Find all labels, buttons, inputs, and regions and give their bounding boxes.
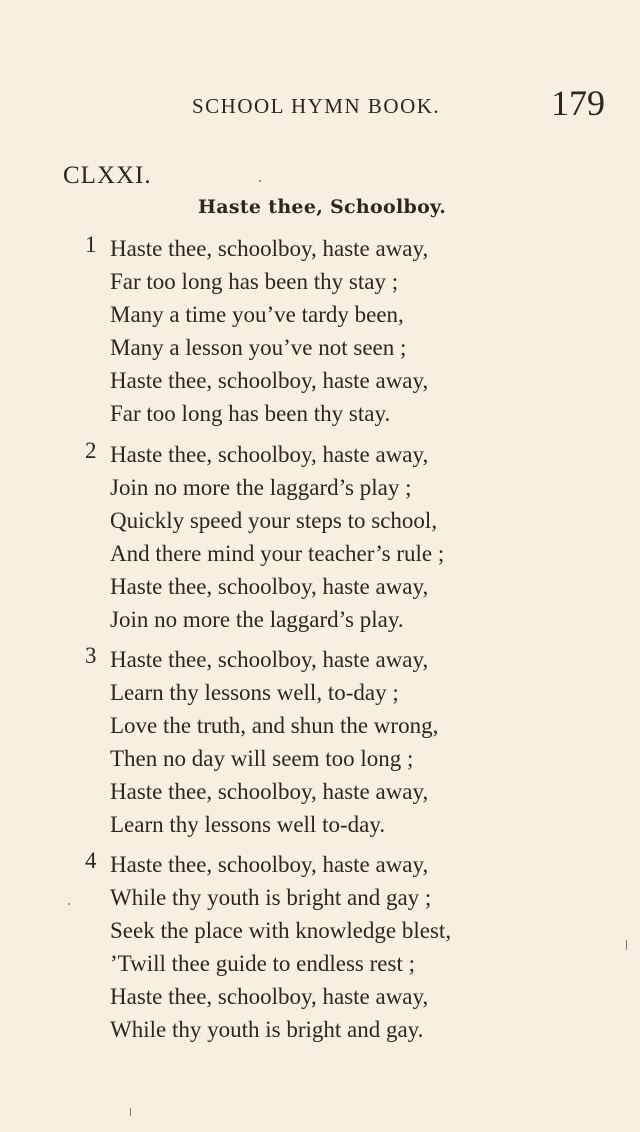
print-speck [68, 903, 70, 905]
stanza-number: 1 [85, 232, 97, 257]
verse-line: Many a lesson you’ve not seen ; [110, 335, 407, 360]
verse-line: And there mind your teacher’s rule ; [110, 541, 445, 566]
running-head: SCHOOL HYMN BOOK. [192, 94, 441, 118]
stanza-number: 2 [85, 438, 97, 463]
hymn-number: CLXXI. [63, 162, 152, 189]
verse-line: While thy youth is bright and gay ; [110, 885, 432, 910]
verse-line: Then no day will seem too long ; [110, 746, 414, 771]
verse-line: Haste thee, schoolboy, haste away, [110, 368, 429, 393]
verse-line: Haste thee, schoolboy, haste away, [110, 442, 429, 467]
verse-line: Haste thee, schoolboy, haste away, [110, 236, 429, 261]
verse-line: Haste thee, schoolboy, haste away, [110, 852, 429, 877]
page-number: 179 [551, 83, 605, 123]
verse-line: Learn thy lessons well to-day. [110, 812, 386, 837]
verse-line: Join no more the laggard’s play ; [110, 475, 412, 500]
stanza-number: 4 [85, 848, 97, 873]
verse-line: Many a time you’ve tardy been, [110, 302, 404, 327]
print-speck [626, 940, 627, 950]
verse-line: Seek the place with knowledge blest, [110, 918, 452, 943]
verse-line: Haste thee, schoolboy, haste away, [110, 984, 429, 1009]
verse-line: Far too long has been thy stay. [110, 401, 391, 426]
verse-line: Love the truth, and shun the wrong, [110, 713, 439, 738]
verse-line: Haste thee, schoolboy, haste away, [110, 647, 429, 672]
verse-line: Learn thy lessons well, to-day ; [110, 680, 399, 705]
verse-line: Quickly speed your steps to school, [110, 508, 438, 533]
print-speck [259, 180, 261, 182]
verse-line: ’Twill thee guide to endless rest ; [110, 951, 415, 976]
stanza-number: 3 [85, 643, 97, 668]
verse-line: Haste thee, schoolboy, haste away, [110, 574, 429, 599]
verse-line: Join no more the laggard’s play. [110, 607, 404, 632]
hymn-title: Haste thee, Schoolboy. [198, 196, 447, 218]
verse-line: Haste thee, schoolboy, haste away, [110, 779, 429, 804]
verse-line: Far too long has been thy stay ; [110, 269, 399, 294]
print-speck [130, 1108, 131, 1116]
verse-line: While thy youth is bright and gay. [110, 1017, 424, 1042]
